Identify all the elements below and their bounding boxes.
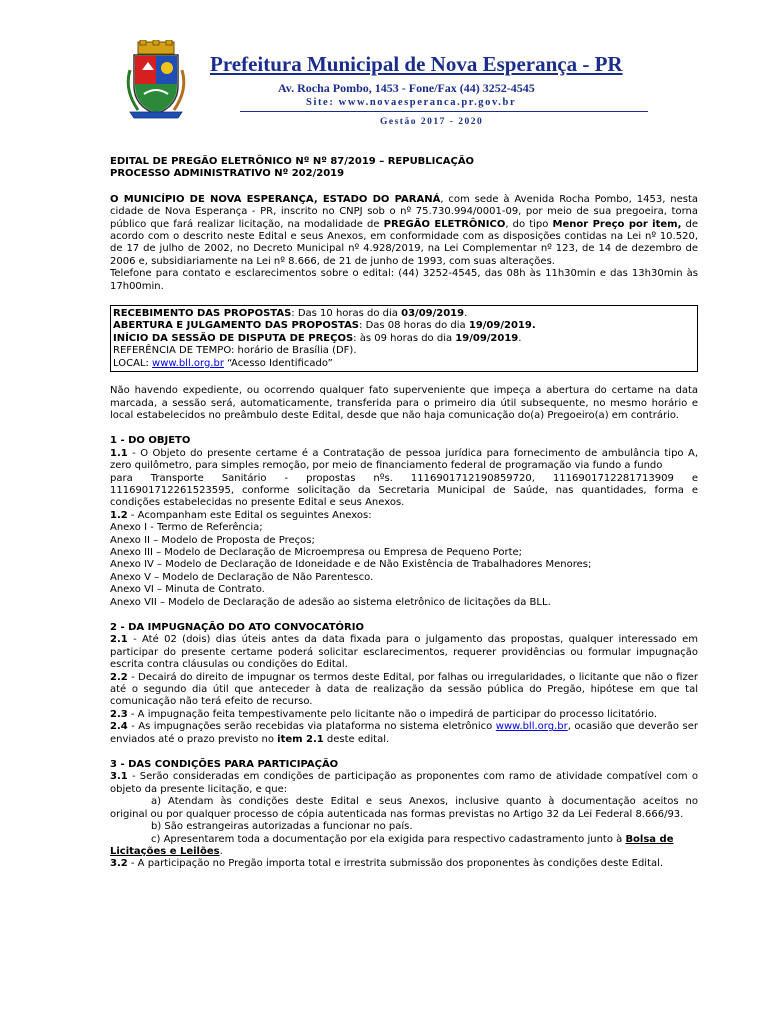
inicio-text: : às 09 horas do dia xyxy=(353,332,456,344)
anexo-item: Anexo VII – Modelo de Declaração de adesão ao sistema eletrônico de licitações da BLL. xyxy=(110,596,551,608)
anexo-item: Anexo III – Modelo de Declaração de Microempresa ou Empresa de Pequeno Porte; xyxy=(110,546,523,558)
paragraph-2-1 xyxy=(110,634,698,671)
leiloes-label: Licitações e Leilões xyxy=(110,845,220,857)
clause-text: - A participação no Pregão importa total e irrestrita submissão dos proponentes às condições deste Edital. xyxy=(127,858,664,870)
paragraph-3-1 xyxy=(110,771,698,796)
edital-title-line1: EDITAL DE PREGÃO ELETRÔNICO Nº Nº 87/2019 – REPUBLICAÇÃO xyxy=(110,156,475,167)
condition-a-first: a) Atendam às condições deste Edital e seus Anexos, inclusive quanto à documentação aceitos no xyxy=(151,796,698,808)
recebimento-label: RECEBIMENTO DAS PROPOSTAS xyxy=(113,308,292,320)
document-body xyxy=(110,156,698,871)
clause-number: 1.2 xyxy=(110,509,128,521)
intro-text-1: , com sede à Avenida Rocha Pombo, 1453, nesta cidade de Nova Esperança - PR, inscrito no CNPJ sob o nº 75.730.994/0001-09, por meio de sua pregoeira, torna público que fará realizar licitação, na modalidade de xyxy=(110,193,699,230)
clause-text: - A impugnação feita tempestivamente pelo licitante não o impedirá de participar do processo licitatório. xyxy=(127,708,658,720)
paragraph-2-3 xyxy=(110,709,698,721)
clause-text-end: deste edital. xyxy=(323,733,390,745)
condition-c xyxy=(110,834,698,859)
local-line xyxy=(113,358,693,370)
clause-number: 3.2 xyxy=(110,858,128,870)
abertura-line xyxy=(113,320,693,332)
condition-c-end: . xyxy=(219,845,223,857)
inicio-line: INÍCIO DA SESSÃO DE DISPUTA DE PREÇOS: às 09 horas do dia 19/09/2019. xyxy=(113,332,522,344)
recebimento-text: : Das 10 horas do dia xyxy=(291,308,402,320)
paragraph-2-4 xyxy=(110,721,698,746)
local-rest: “Acesso Identificado” xyxy=(223,357,333,369)
bll-link[interactable]: www.bll.org.br xyxy=(495,721,568,733)
intro-paragraph xyxy=(110,194,698,268)
anexo-item: Anexo V – Modelo de Declaração de Não Parentesco. xyxy=(110,571,374,583)
clause-number: 1.1 xyxy=(110,447,128,459)
condition-b: b) São estrangeiras autorizadas a funcionar no país. xyxy=(151,821,413,833)
item-reference: item 2.1 xyxy=(277,733,324,745)
clause-text: - Até 02 (dois) dias úteis antes da data fixada para o julgamento das propostas, qualquer interessado em participar do presente certame poderá solicitar esclarecimentos, requerer providências ou formular impugnação escrita contra cláusulas ou condições do Edital. xyxy=(110,634,698,671)
recebimento-date: 03/09/2019 xyxy=(401,308,465,320)
clause-text: - Acompanham este Edital os seguintes Anexos: xyxy=(127,509,372,521)
clause-text-propostas: para Transporte Sanitário - propostas nºs. 11169017121908597​20, 11169017122817139​09 e xyxy=(110,472,698,484)
municipio-name: O MUNICÍPIO DE NOVA ESPERANÇA, ESTADO DO PARANÁ xyxy=(110,193,441,205)
abertura-label: ABERTURA E JULGAMENTO DAS PROPOSTAS xyxy=(113,320,360,332)
recebimento-line: RECEBIMENTO DAS PROPOSTAS: Das 10 horas do dia 03/09/2019. xyxy=(113,308,468,320)
clause-text: - O Objeto do presente certame é a Contratação de pessoa jurídica para fornecimento de ambulância tipo A, zero quilômetro, para simples remoção, por meio de financiamento federal de programação via fundo a fundo xyxy=(110,447,698,472)
anexo-item: Anexo IV – Modelo de Declaração de Idoneidade e de Não Existência de Trabalhadores Menores; xyxy=(110,559,592,571)
condition-c-text: c) Apresentarem toda a documentação por ela exigida para respectivo cadastramento junto à xyxy=(151,833,626,845)
condition-a-rest: original ou por qualquer processo de cópia autenticada nas formas previstas no Artigo 32 da Lei Federal 8.666/93. xyxy=(110,808,684,820)
municipal-coat-of-arms xyxy=(124,40,188,120)
clause-number: 3.1 xyxy=(110,771,128,783)
edital-title-line2: PROCESSO ADMINISTRATIVO Nº 202/2019 xyxy=(110,168,345,180)
anexo-list xyxy=(110,522,698,609)
section-1-heading: 1 - DO OBJETO xyxy=(110,435,191,447)
clause-number: 2.3 xyxy=(110,708,128,720)
header-gestao: Gestão 2017 - 2020 xyxy=(380,117,484,127)
referencia-line: REFERÊNCIA DE TEMPO: horário de Brasília (DF). xyxy=(113,345,357,357)
menor-preco: Menor Preço por item, xyxy=(552,218,682,230)
header-site: Site: www.novaesperanca.pr.gov.br xyxy=(306,97,517,108)
local-label: LOCAL: xyxy=(113,357,153,369)
condition-a xyxy=(110,796,698,821)
anexo-item: Anexo I - Termo de Referência; xyxy=(110,522,263,534)
header-title: Prefeitura Municipal de Nova Esperança - PR xyxy=(210,52,623,76)
clause-number: 2.4 xyxy=(110,721,128,733)
expediente-paragraph: Não havendo expediente, ou ocorrendo qualquer fato superveniente que impeça a abertura do certame na data marcada, a sessão será, automaticamente, transferida para o primeiro dia útil subsequente, no mesmo horário e local estabelecidos no preâmbulo deste Edital, desde que não haja comunicação do(a) Pregoeiro(a) em contrário. xyxy=(110,385,698,421)
local-link[interactable]: www.bll.org.br xyxy=(152,357,224,369)
dates-box xyxy=(110,305,698,372)
pregao-eletronico: PREGÃO ELETRÔNICO xyxy=(383,218,506,230)
clause-text-cont: 11169017122615235​95, conforme solicitação da Secretaria Municipal de Saúde, nas quantidades, forma e condições estabelecidas no presente Edital e seus Anexos. xyxy=(110,484,698,509)
anexo-item: Anexo II – Modelo de Proposta de Preços; xyxy=(110,534,315,546)
paragraph-1-2 xyxy=(110,510,698,522)
header-address: Av. Rocha Pombo, 1453 - Fone/Fax (44) 3252-4545 xyxy=(278,81,535,95)
section-3-heading: 3 - DAS CONDIÇÕES PARA PARTICIPAÇÃO xyxy=(110,759,339,771)
paragraph-3-2 xyxy=(110,858,698,870)
inicio-date: 19/09/2019 xyxy=(455,332,519,344)
anexo-item: Anexo VI – Minuta de Contrato. xyxy=(110,584,265,596)
clause-number: 2.2 xyxy=(110,671,128,683)
bolsa-label: Bolsa de xyxy=(625,833,674,845)
clause-text: - Serão consideradas em condições de participação as proponentes com ramo de atividade compatível com o objeto da presente licitação, e que: xyxy=(110,771,698,795)
section-2-heading: 2 - DA IMPUGNAÇÃO DO ATO CONVOCATÓRIO xyxy=(110,622,364,633)
telefone-paragraph: Telefone para contato e esclarecimentos sobre o edital: (44) 3252-4545, das 08h às 11h30min e das 13h30min às 17h00min. xyxy=(110,268,698,292)
clause-number: 2.1 xyxy=(110,634,128,646)
clause-text: - Decairá do direito de impugnar os termos deste Edital, por falhas ou irregularidades, o licitante que não o fizer até o segundo dia útil que anteceder à data de realização da sessão pública do Pregão, hipótese em que tal comunicação não terá efeito de recurso. xyxy=(110,671,698,708)
clause-text: - As impugnações serão recebidas via plataforma no sistema eletrônico xyxy=(127,721,496,733)
clause-text-cont: , ocasião que deverão ser enviados até o prazo previsto no xyxy=(110,721,698,745)
abertura-date: 19/09/2019. xyxy=(468,320,536,332)
paragraph-1-1 xyxy=(110,448,698,510)
intro-text-2: , do tipo xyxy=(505,218,553,230)
intro-text-3: de acordo com o descrito neste Edital e seus Anexos, em conformidade com as disposições contidas na Lei nº 10.520, de 17 de julho de 2002, no Decreto Municipal nº 4.928/2019, na Lei Complementar nº 123, de 14 de dezembro de 2006 e, subsidiariamente na Lei nº 8.666, de 21 de junho de 1993, com suas alterações. xyxy=(110,218,699,267)
abertura-text: : Das 08 horas do dia xyxy=(359,320,469,332)
paragraph-2-2 xyxy=(110,672,698,709)
header-divider xyxy=(240,111,648,112)
inicio-label: INÍCIO DA SESSÃO DE DISPUTA DE PREÇOS xyxy=(113,332,354,344)
edital-title xyxy=(110,156,698,181)
